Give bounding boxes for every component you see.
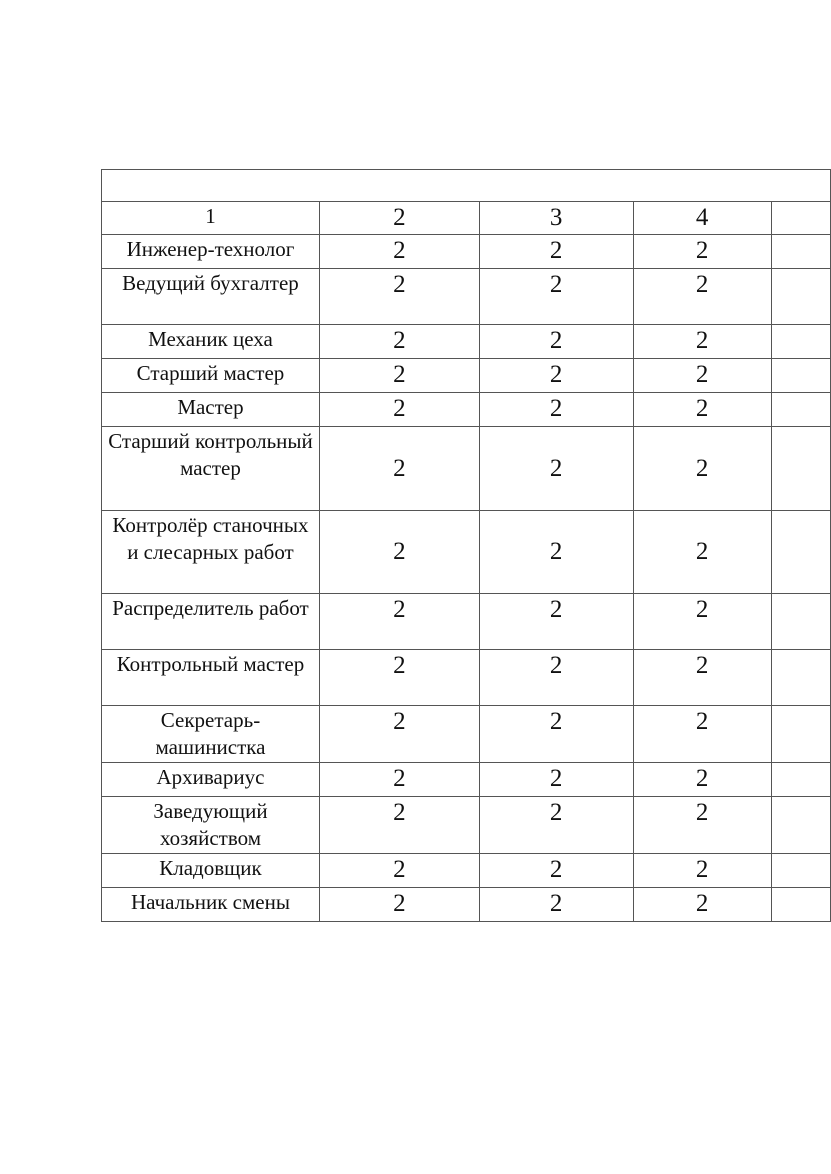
table-row	[102, 797, 831, 854]
value-cell: 2	[479, 854, 633, 888]
position-name: Старший контрольный мастер	[102, 427, 320, 511]
column-number-1: 1	[102, 202, 320, 235]
position-name: Инженер-технолог	[102, 235, 320, 269]
position-name: Контролёр станочных и слесарных работ	[102, 511, 320, 594]
value-cell: 2	[479, 888, 633, 922]
value-cell: 2	[633, 854, 771, 888]
value-cell	[771, 594, 830, 650]
value-cell: 2	[319, 797, 479, 854]
value-cell: 2	[633, 427, 771, 511]
value-cell: 2	[633, 325, 771, 359]
value-cell: 2	[319, 235, 479, 269]
value-cell: 2	[479, 325, 633, 359]
value-cell: 2	[479, 763, 633, 797]
value-cell	[771, 359, 830, 393]
value-cell: 2	[319, 511, 479, 594]
value-cell	[771, 706, 830, 763]
value-cell: 2	[319, 888, 479, 922]
value-cell: 2	[633, 359, 771, 393]
position-name: Секретарь-машинистка	[102, 706, 320, 763]
position-name: Ведущий бухгалтер	[102, 269, 320, 325]
value-cell: 2	[633, 594, 771, 650]
value-cell: 2	[633, 888, 771, 922]
staff-table	[101, 169, 831, 922]
value-cell: 2	[319, 269, 479, 325]
value-cell: 2	[479, 269, 633, 325]
column-number-3: 3	[479, 202, 633, 235]
value-cell: 2	[633, 393, 771, 427]
table-row	[102, 325, 831, 359]
value-cell: 2	[319, 854, 479, 888]
value-cell: 2	[633, 706, 771, 763]
value-cell: 2	[319, 650, 479, 706]
table-row	[102, 706, 831, 763]
position-name: Кладовщик	[102, 854, 320, 888]
position-name: Контрольный мастер	[102, 650, 320, 706]
value-cell: 2	[479, 235, 633, 269]
table-row	[102, 511, 831, 594]
column-number-5	[771, 202, 830, 235]
value-cell: 2	[633, 797, 771, 854]
value-cell	[771, 235, 830, 269]
value-cell: 2	[479, 797, 633, 854]
value-cell: 2	[319, 763, 479, 797]
table-row	[102, 269, 831, 325]
table-row	[102, 763, 831, 797]
column-number-2: 2	[319, 202, 479, 235]
value-cell: 2	[633, 511, 771, 594]
table-row	[102, 650, 831, 706]
value-cell	[771, 269, 830, 325]
position-name: Механик цеха	[102, 325, 320, 359]
table-row	[102, 235, 831, 269]
value-cell: 2	[319, 359, 479, 393]
value-cell: 2	[319, 706, 479, 763]
table-caption	[102, 170, 831, 202]
value-cell	[771, 650, 830, 706]
value-cell: 2	[479, 706, 633, 763]
table-caption-row	[102, 170, 831, 202]
value-cell: 2	[319, 325, 479, 359]
value-cell: 2	[633, 650, 771, 706]
value-cell: 2	[479, 427, 633, 511]
value-cell	[771, 888, 830, 922]
value-cell: 2	[479, 393, 633, 427]
position-name: Архивариус	[102, 763, 320, 797]
table-row	[102, 594, 831, 650]
table-row	[102, 888, 831, 922]
position-name: Заведующий хозяйством	[102, 797, 320, 854]
value-cell: 2	[479, 511, 633, 594]
position-name: Начальник смены	[102, 888, 320, 922]
value-cell: 2	[319, 427, 479, 511]
value-cell	[771, 797, 830, 854]
value-cell: 2	[319, 393, 479, 427]
position-name: Распределитель работ	[102, 594, 320, 650]
table-row	[102, 393, 831, 427]
value-cell: 2	[319, 594, 479, 650]
value-cell: 2	[633, 269, 771, 325]
value-cell: 2	[633, 763, 771, 797]
value-cell	[771, 511, 830, 594]
value-cell	[771, 854, 830, 888]
value-cell	[771, 393, 830, 427]
value-cell: 2	[479, 594, 633, 650]
column-number-row	[102, 202, 831, 235]
value-cell: 2	[479, 359, 633, 393]
value-cell	[771, 325, 830, 359]
position-name: Старший мастер	[102, 359, 320, 393]
value-cell: 2	[479, 650, 633, 706]
position-name: Мастер	[102, 393, 320, 427]
table-row	[102, 854, 831, 888]
value-cell: 2	[633, 235, 771, 269]
value-cell	[771, 763, 830, 797]
column-number-4: 4	[633, 202, 771, 235]
table-row	[102, 359, 831, 393]
value-cell	[771, 427, 830, 511]
table-row	[102, 427, 831, 511]
